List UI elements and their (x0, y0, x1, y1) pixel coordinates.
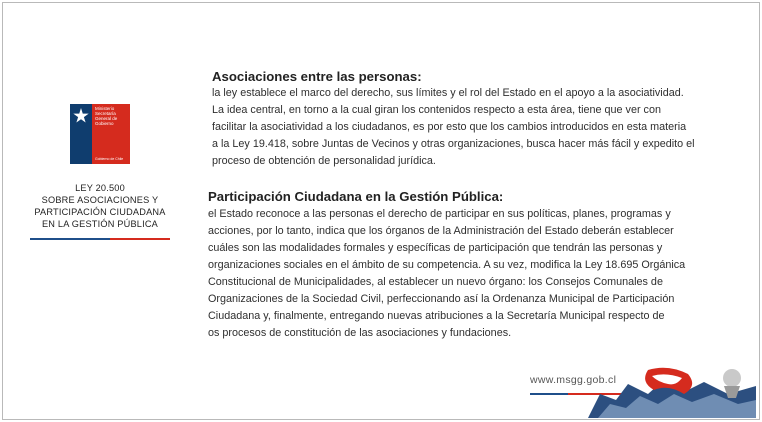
section-heading-participacion: Participación Ciudadana en la Gestión Pública: (208, 189, 504, 204)
government-logo (70, 104, 130, 164)
section-heading-asociaciones: Asociaciones entre las personas: (212, 69, 422, 84)
logo-footer: Gobierno de Chile (95, 157, 124, 161)
logo-text: Ministerio Secretaría General de Gobierno (95, 106, 118, 126)
divider-red (110, 238, 170, 240)
section-body-asociaciones: la ley establece el marco del derecho, sus límites y el rol del Estado en el apoyo a la asociatividad. La idea central, en torno a la cual giran los contenidos respecto a esta área, tiene que ver con facilitar la asociatividad a los ciudadanos, es por esto que los cambios introducidos en esta materia a la Ley 19.418, sobre Juntas de Vecinos y otras organizaciones, busca hacer más fácil y expedito el proceso de obtención de personalidad jurídica. (212, 87, 695, 167)
law-title: LEY 20.500 SOBRE ASOCIACIONES Y PARTICIPACIÓN CIUDADANA EN LA GESTIÓN PÚBLICA (34, 183, 166, 229)
website-link[interactable]: www.msgg.gob.cl (530, 374, 617, 386)
divider-blue (30, 238, 110, 240)
flag-decoration (588, 364, 756, 418)
section-body-participacion: el Estado reconoce a las personas el derecho de participar en sus políticas, planes, programas y acciones, por lo tanto, indica que los órganos de la Administración del Estado deberán establecer cuáles son las modalidades formales y específicas de participación que tendrán las personas y organizaciones sociales en el ámbito de su competencia. A su vez, modifica la Ley 18.695 Orgánica Constitucional de Municipalidades, al establecer un nuevo órgano: los Consejos Comunales de Organizaciones de la Sociedad Civil, perfeccionando así la Ordenanza Municipal de Participación Ciudadana y, finalmente, entregando nuevas atribuciones a la Secretaría Municipal respecto de os procesos de constitución de las asociaciones y fundaciones. (208, 208, 686, 339)
footer-divider-blue (530, 393, 568, 395)
